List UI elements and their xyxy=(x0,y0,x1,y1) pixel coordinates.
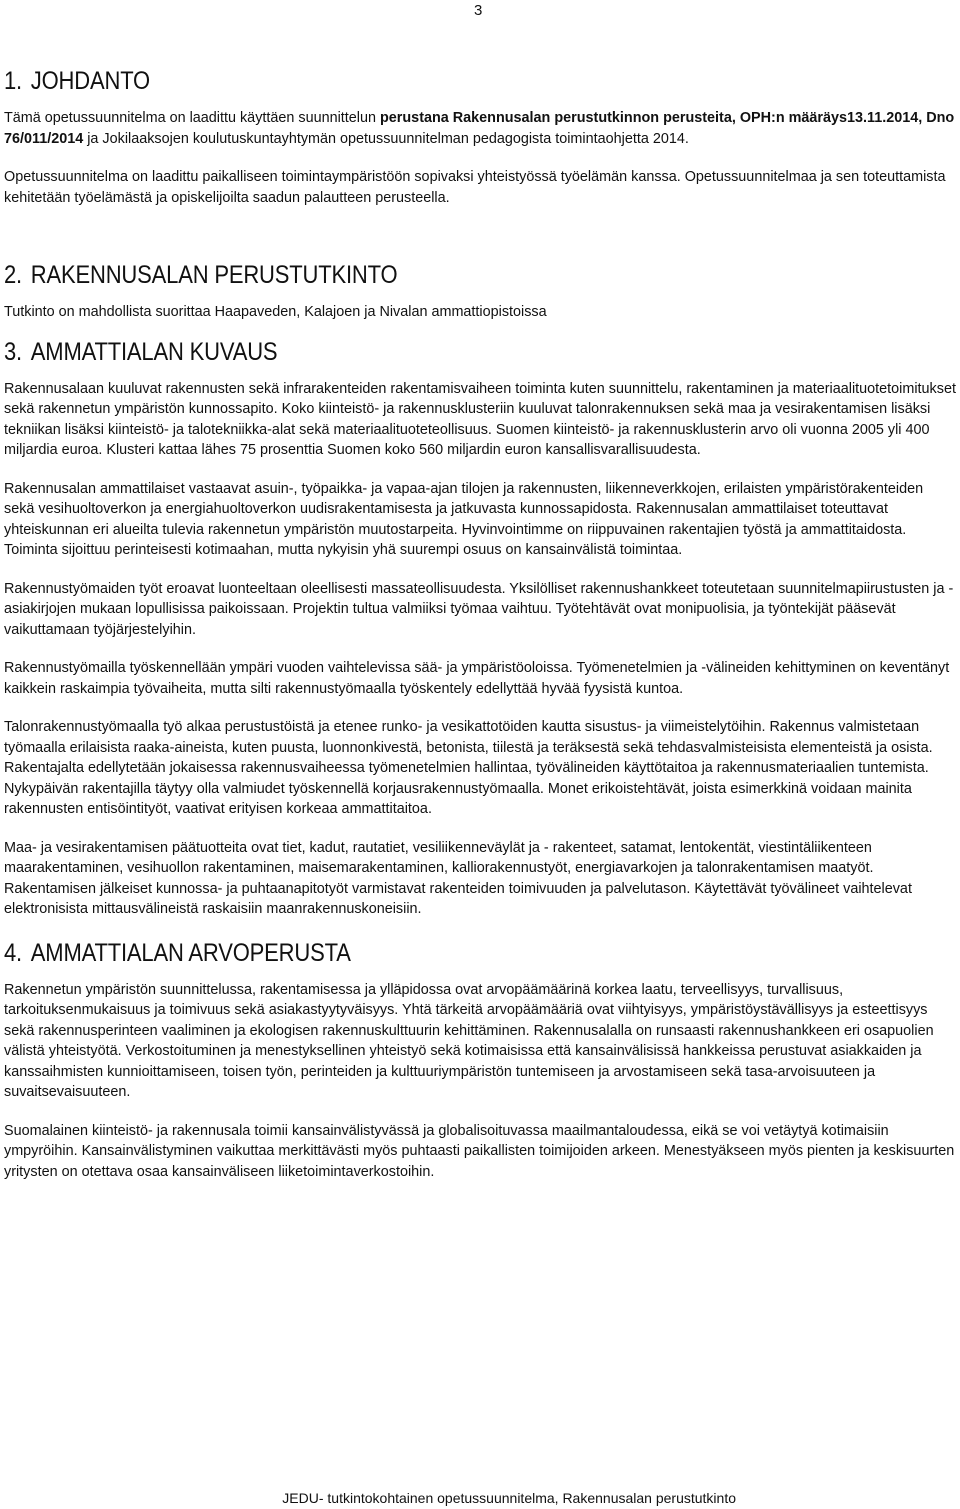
section-3 xyxy=(4,337,956,920)
section-heading: 4. AMMATTIALAN ARVOPERUSTA xyxy=(4,938,351,967)
section-4 xyxy=(4,938,956,1183)
paragraph: Talonrakennustyömaalla työ alkaa perustustöistä ja etenee runko- ja vesikattotöiden kautta sisustus- ja viimeistelytöihin. Rakennus valmistetaan työmaalla erilaisista raaka-aineista, kuten puusta, luonnonkivestä, betonista, tiilestä ja teräksestä sekä tehdasvalmisteisista elementeistä ja osista. Rakentajalta edellytetään jokaisessa rakennusvaiheessa työmenetelmien hallintaa, työvälineiden käyttötaitoa ja rakennusmateriaalien tuntemista. Nykypäivän rakentajilla täytyy olla valmiudet työskennellä korjausrakennustyömaalla. Monet erikoistehtävät, joista esimerkkinä voidaan mainita rakennusten entisöintityöt, vaativat erityisen korkeaa ammattitaitoa. xyxy=(4,719,933,817)
paragraph: Rakennustyömaiden työt eroavat luonteeltaan oleellisesti massateollisuudesta. Yksilölliset rakennushankkeet toteutetaan suunnitelmapiirustusten ja -asiakirjojen mukaan lopullisissa paikoissaan. Projektin tultua valmiiksi työmaa vaihtuu. Työtehtävät ovat monipuolisia, ja työntekijät pääsevät vaikuttamaan työjärjestelyihin. xyxy=(4,580,954,638)
section-2 xyxy=(4,260,956,323)
paragraph: Tämä opetussuunnitelma on laadittu käyttäen suunnittelun perustana Rakennusalan perustutkinnon perusteita, OPH:n määräys13.11.2014, Dno 76/011/2014 ja Jokilaaksojen koulutuskuntayhtymän opetussuunnitelman pedagogista toimintaohjetta 2014. xyxy=(4,110,955,147)
document-body xyxy=(4,66,956,1200)
paragraph: Maa- ja vesirakentamisen päätuotteita ovat tiet, kadut, rautatiet, vesiliikenneväylät ja - rakenteet, satamat, lentokentät, viestintäliikenteen maarakentaminen, vesihuollon rakentaminen, maisemarakentaminen, kalliorakennustyöt, energiavarkojen ja talonrakentamisen maatyöt. Rakentamisen jälkeiset kunnossa- ja puhtaanapitotyöt varmistavat rakenteiden toimivuuden ja palvelutason. Käytettävät työvälineet vaihtelevat elektronisista mittausvälineistä raskaisiin maanrakennuskoneisiin. xyxy=(4,839,912,917)
paragraph: Rakennetun ympäristön suunnittelussa, rakentamisessa ja ylläpidossa ovat arvopäämäärinä korkea laatu, terveellisyys, turvallisuus, tarkoituksenmukaisuus ja toimivuus sekä asiakastyytyväisyys. Yhtä tärkeitä arvopäämääriä ovat viihtyisyys, ympäristöystävällisyys ja esteettisyys sekä rakennusperinteen vaaliminen ja ekologisen rakennuskulttuurin kehittäminen. Rakennusalalla on runsaasti rakennushankkeen eri osapuolien välistä yhteistyötä. Verkostoituminen ja menestyksellinen yhteistyö sekä kotimaisissa että kansainvälisissä hankkeissa perustuvat asiakkaiden ja kanssaihmisten kunnioittamiseen, toisen työn, perinteiden ja kulttuuriympäristön tuntemiseen ja arvostamiseen sekä tasa-arvoisuuteen ja suvaitsevaisuuteen. xyxy=(4,981,934,1100)
paragraph: Rakennustyömailla työskennellään ympäri vuoden vaihtelevissa sää- ja ympäristöoloissa. Työmenetelmien ja -välineiden kehittyminen on keventänyt kaikkein raskaimpia työvaiheita, mutta silti rakennustyömaalla työskentely edellyttää hyvää fyysistä kuntoa. xyxy=(4,660,950,697)
paragraph: Opetussuunnitelma on laadittu paikalliseen toimintaympäristöön sopivaksi yhteistyössä työelämän kanssa. Opetussuunnitelmaa ja sen toteuttamista kehitetään työelämästä ja opiskelijoilta saadun palautteen perusteella. xyxy=(4,169,946,206)
paragraph: Rakennusalaan kuuluvat rakennusten sekä infrarakenteiden rakentamisvaiheen toiminta kuten suunnittelu, rakentaminen ja materiaalituotetoimitukset sekä rakennetun ympäristön kunnossapito. Koko kiinteistö- ja rakennusklusteriin kuuluvat talonrakennuksen sekä maa ja vesirakentamisen lisäksi tekniikan lisäksi kiinteistö- ja talotekniikka-alat sekä materiaalituoteteollisuus. Suomen kiinteistö- ja rakennusklusterin arvo oli vuonna 2005 yli 400 miljardia euroa. Klusteri kattaa lähes 75 prosenttia Suomen koko 560 miljardin euron kansallisvarallisuudesta. xyxy=(4,380,956,458)
page-footer: JEDU- tutkintokohtainen opetussuunnitelma, Rakennusalan perustutkinto xyxy=(282,1490,736,1506)
section-heading: 3. AMMATTIALAN KUVAUS xyxy=(4,337,278,366)
section-heading: 2. RAKENNUSALAN PERUSTUTKINTO xyxy=(4,261,398,289)
paragraph: Rakennusalan ammattilaiset vastaavat asuin-, työpaikka- ja vapaa-ajan tilojen ja rakennusten, liikenneverkkojen, erilaisten ympäristörakenteiden sekä vesihuoltoverkon ja energiahuoltoverkon uudisrakentamisesta ja jatkuvasta kunnossapidosta. Rakennusalan ammattilaiset toteuttavat yhteiskunnan eri alueilta tulevia rakennetun ympäristön muutostarpeita. Hyvinvointimme on riippuvainen rakentajien työstä ja ammattitaidosta. Toiminta sijoittuu perinteisesti kotimaahan, mutta nykyisin yhä suurempi osuus on kansainvälistä toimintaa. xyxy=(4,480,924,558)
paragraph: Tutkinto on mahdollista suorittaa Haapaveden, Kalajoen ja Nivalan ammattiopistoissa xyxy=(4,304,547,320)
paragraph: Suomalainen kiinteistö- ja rakennusala toimii kansainvälistyvässä ja globalisoituvassa maailmantaloudessa, eikä se voi vetäytyä kotimaisiin ympyröihin. Kansainvälistyminen vaikuttaa merkittävästi myös puhtaasti paikallisten toimijoiden arkeen. Menestyäkseen myös pienten ja keskisuurten yritysten on otettava osaa kansainväliseen liiketoimintaverkostoihin. xyxy=(4,1122,955,1180)
section-1 xyxy=(4,66,956,208)
section-heading: 1. JOHDANTO xyxy=(4,67,150,95)
page-number: 3 xyxy=(474,2,483,19)
